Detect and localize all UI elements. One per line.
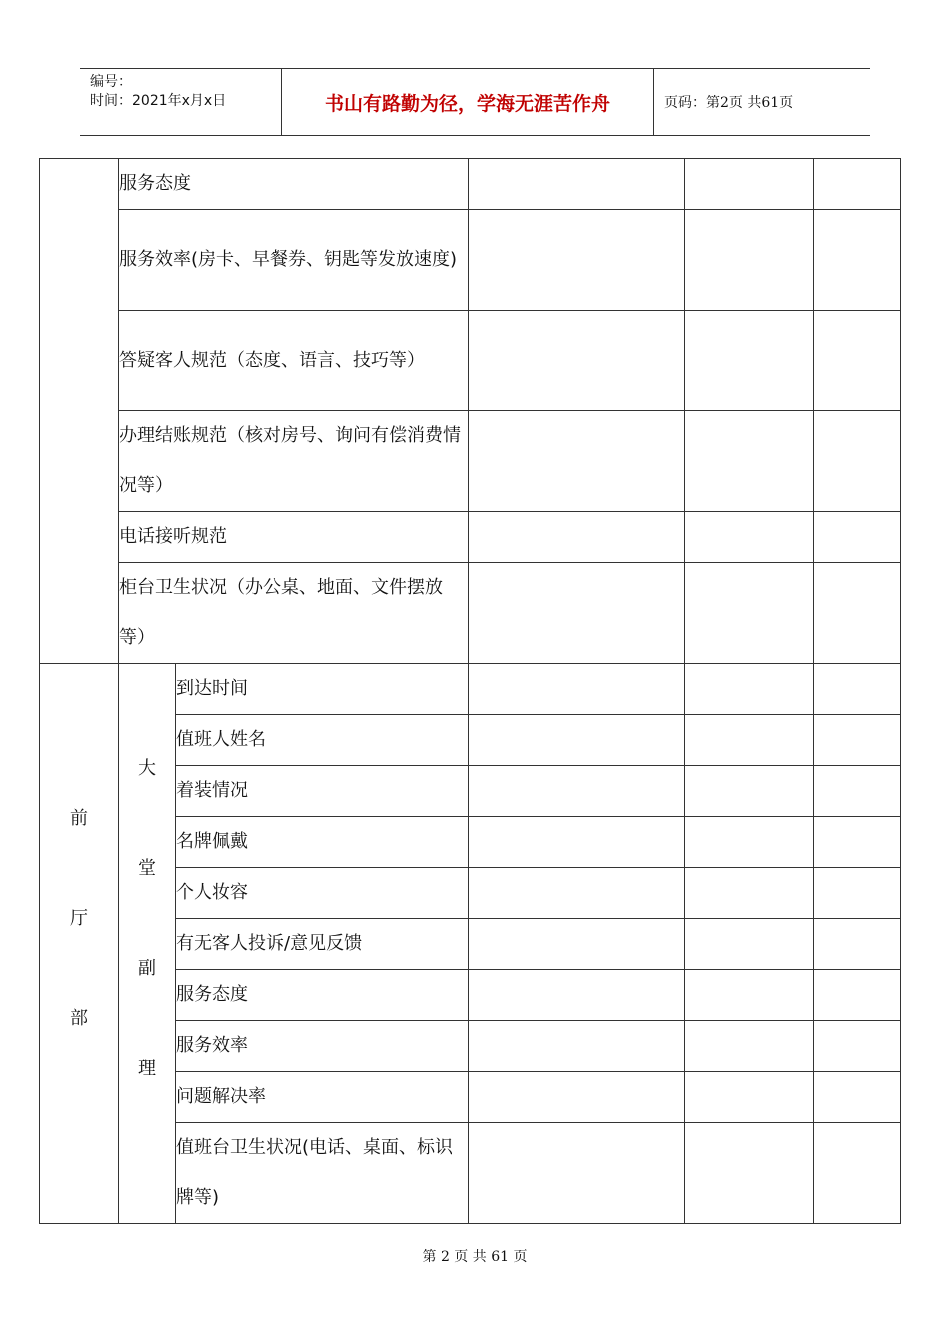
value-cell[interactable] xyxy=(814,766,901,817)
value-cell[interactable] xyxy=(469,919,685,970)
value-cell[interactable] xyxy=(814,210,901,311)
role-char: 堂 xyxy=(138,857,156,879)
department-char: 前 xyxy=(70,807,88,829)
value-cell[interactable] xyxy=(685,1072,814,1123)
value-cell[interactable] xyxy=(469,311,685,411)
value-cell[interactable] xyxy=(685,1123,814,1224)
table-row xyxy=(40,664,901,715)
item-cell: 办理结账规范（核对房号、询问有偿消费情况等） xyxy=(119,411,469,512)
table-row xyxy=(40,512,901,563)
item-cell: 服务态度 xyxy=(176,970,469,1021)
department-char: 部 xyxy=(70,1007,88,1029)
motto: 书山有路勤为径，学海无涯苦作舟 xyxy=(324,92,610,115)
item-cell: 电话接听规范 xyxy=(119,512,469,563)
value-cell[interactable] xyxy=(469,512,685,563)
number-label: 编号： xyxy=(90,74,132,90)
table-row xyxy=(40,563,901,664)
value-cell[interactable] xyxy=(469,563,685,664)
value-cell[interactable] xyxy=(814,1021,901,1072)
value-cell[interactable] xyxy=(469,817,685,868)
value-cell[interactable] xyxy=(814,411,901,512)
value-cell[interactable] xyxy=(685,919,814,970)
value-cell[interactable] xyxy=(814,1123,901,1224)
value-cell[interactable] xyxy=(685,970,814,1021)
item-cell: 服务效率 xyxy=(176,1021,469,1072)
page-info: 页码：第2页 共61页 xyxy=(664,95,794,111)
value-cell[interactable] xyxy=(814,159,901,210)
table-row xyxy=(40,210,901,311)
value-cell[interactable] xyxy=(685,311,814,411)
value-cell[interactable] xyxy=(685,1021,814,1072)
value-cell[interactable] xyxy=(814,715,901,766)
value-cell[interactable] xyxy=(814,868,901,919)
item-cell: 个人妆容 xyxy=(176,868,469,919)
value-cell[interactable] xyxy=(469,868,685,919)
value-cell[interactable] xyxy=(469,1072,685,1123)
page-footer: 第 2 页 共 61 页 xyxy=(422,1249,528,1265)
inspection-table xyxy=(39,158,901,1224)
value-cell[interactable] xyxy=(469,210,685,311)
item-cell: 服务态度 xyxy=(119,159,469,210)
value-cell[interactable] xyxy=(685,664,814,715)
value-cell[interactable] xyxy=(469,1123,685,1224)
value-cell[interactable] xyxy=(469,715,685,766)
value-cell[interactable] xyxy=(685,159,814,210)
value-cell[interactable] xyxy=(814,817,901,868)
value-cell[interactable] xyxy=(814,563,901,664)
value-cell[interactable] xyxy=(814,311,901,411)
value-cell[interactable] xyxy=(814,512,901,563)
header-divider xyxy=(653,69,654,135)
value-cell[interactable] xyxy=(685,512,814,563)
item-cell: 服务效率(房卡、早餐券、钥匙等发放速度) xyxy=(119,210,469,311)
value-cell[interactable] xyxy=(469,970,685,1021)
item-cell: 值班台卫生状况(电话、桌面、标识牌等) xyxy=(176,1123,469,1224)
value-cell[interactable] xyxy=(814,919,901,970)
item-cell: 名牌佩戴 xyxy=(176,817,469,868)
table-row xyxy=(40,411,901,512)
value-cell[interactable] xyxy=(469,664,685,715)
value-cell[interactable] xyxy=(814,1072,901,1123)
item-cell: 问题解决率 xyxy=(176,1072,469,1123)
value-cell[interactable] xyxy=(685,868,814,919)
value-cell[interactable] xyxy=(814,970,901,1021)
item-cell: 柜台卫生状况（办公桌、地面、文件摆放等） xyxy=(119,563,469,664)
department-cell xyxy=(40,664,119,1224)
value-cell[interactable] xyxy=(469,411,685,512)
item-cell: 着装情况 xyxy=(176,766,469,817)
value-cell[interactable] xyxy=(469,159,685,210)
time-label: 时间：2021年x月x日 xyxy=(90,93,227,109)
table-row xyxy=(40,311,901,411)
role-cell xyxy=(119,664,176,1224)
value-cell[interactable] xyxy=(685,210,814,311)
category-cell xyxy=(40,159,119,664)
page-header xyxy=(80,68,870,136)
value-cell[interactable] xyxy=(685,817,814,868)
value-cell[interactable] xyxy=(685,411,814,512)
department-char: 厅 xyxy=(70,907,88,929)
value-cell[interactable] xyxy=(685,766,814,817)
value-cell[interactable] xyxy=(469,1021,685,1072)
header-meta xyxy=(90,73,226,111)
value-cell[interactable] xyxy=(685,563,814,664)
value-cell[interactable] xyxy=(814,664,901,715)
table-row xyxy=(40,159,901,210)
role-char: 大 xyxy=(138,757,156,779)
item-cell: 值班人姓名 xyxy=(176,715,469,766)
value-cell[interactable] xyxy=(685,715,814,766)
item-cell: 答疑客人规范（态度、语言、技巧等） xyxy=(119,311,469,411)
role-char: 理 xyxy=(138,1057,156,1079)
role-char: 副 xyxy=(138,957,156,979)
item-cell: 有无客人投诉/意见反馈 xyxy=(176,919,469,970)
item-cell: 到达时间 xyxy=(176,664,469,715)
value-cell[interactable] xyxy=(469,766,685,817)
